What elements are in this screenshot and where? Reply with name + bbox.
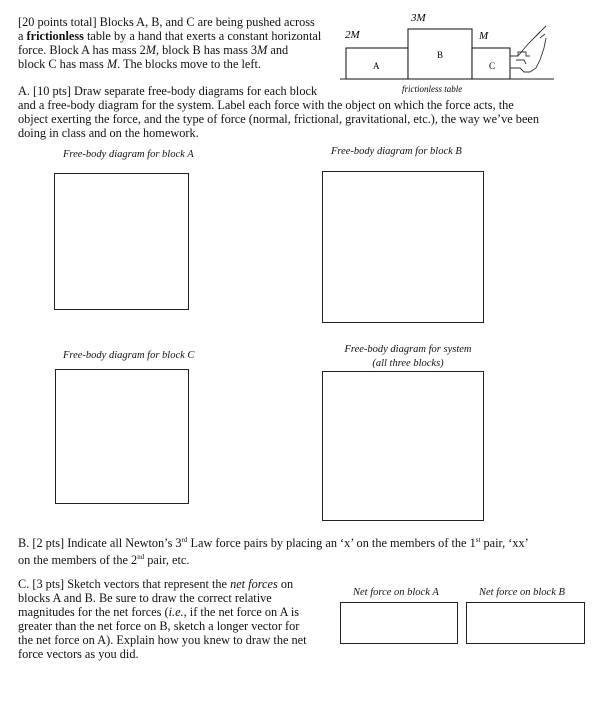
part-a-line-2: and a free-body diagram for the system. Label each force with the object on which the force acts, the xyxy=(18,98,514,112)
net-force-box-b[interactable] xyxy=(466,602,585,644)
caption-system: Free-body diagram for system (all three blocks) xyxy=(344,344,472,369)
label-2m: 2M xyxy=(345,29,360,41)
block-a-label: A xyxy=(373,61,380,71)
block-b-label: B xyxy=(437,50,444,60)
part-b-line-1: B. [2 pts] Indicate all Newton’s 3rd Law force pairs by placing an ‘x’ on the members of the 1st pair, ‘xx’ xyxy=(18,536,529,551)
fbd-box-block-c[interactable] xyxy=(55,369,189,504)
label-m: M xyxy=(479,30,489,42)
part-a-instructions xyxy=(18,84,588,140)
part-b-instructions xyxy=(18,533,588,567)
intro-line-4: block C has mass M. The blocks move to the left. xyxy=(18,57,261,71)
blocks-figure xyxy=(340,8,570,96)
caption-block-a: Free-body diagram for block A xyxy=(63,149,194,160)
caption-net-force-a: Net force on block A xyxy=(353,587,439,598)
fbd-box-block-a[interactable] xyxy=(54,173,189,310)
intro-line-3: force. Block A has mass 2M, block B has mass 3M and xyxy=(18,43,289,57)
net-force-box-a[interactable] xyxy=(340,602,458,644)
table-label: frictionless table xyxy=(402,84,463,94)
hand-icon xyxy=(510,26,546,72)
part-c-line-3: magnitudes for the net forces (i.e., if the net force on A is xyxy=(18,605,300,619)
part-c-line-2: blocks A and B. Be sure to draw the correct relative xyxy=(18,591,272,605)
part-a-line-3: object exerting the force, and the type of force (normal, frictional, gravitational, etc.), the way we’ve been xyxy=(18,112,540,126)
fbd-box-block-b[interactable] xyxy=(322,171,484,323)
intro-line-1: [20 points total] Blocks A, B, and C are being pushed across xyxy=(18,15,315,29)
intro-line-2: a frictionless table by a hand that exerts a constant horizontal xyxy=(18,29,322,43)
part-c-line-6: force vectors as you did. xyxy=(18,647,139,661)
frictionless-emphasis: frictionless xyxy=(26,29,84,43)
part-a-line-1: A. [10 pts] Draw separate free-body diagrams for each block xyxy=(18,84,318,98)
caption-block-b: Free-body diagram for block B xyxy=(331,146,462,157)
fbd-box-system[interactable] xyxy=(322,371,484,521)
part-c-line-5: the net force on A). Explain how you knew to draw the net xyxy=(18,633,307,647)
part-a-line-4: doing in class and on the homework. xyxy=(18,126,199,140)
intro-paragraph xyxy=(18,15,338,71)
part-c-line-4: greater than the net force on B, sketch a longer vector for xyxy=(18,619,300,633)
label-3m: 3M xyxy=(411,12,426,24)
part-b-line-2: on the members of the 2nd pair, etc. xyxy=(18,553,190,568)
part-c-instructions xyxy=(18,577,318,661)
part-c-line-1: C. [3 pts] Sketch vectors that represent the net forces on xyxy=(18,577,294,591)
caption-block-c: Free-body diagram for block C xyxy=(63,350,195,361)
block-c-label: C xyxy=(489,61,496,71)
caption-net-force-b: Net force on block B xyxy=(479,587,565,598)
